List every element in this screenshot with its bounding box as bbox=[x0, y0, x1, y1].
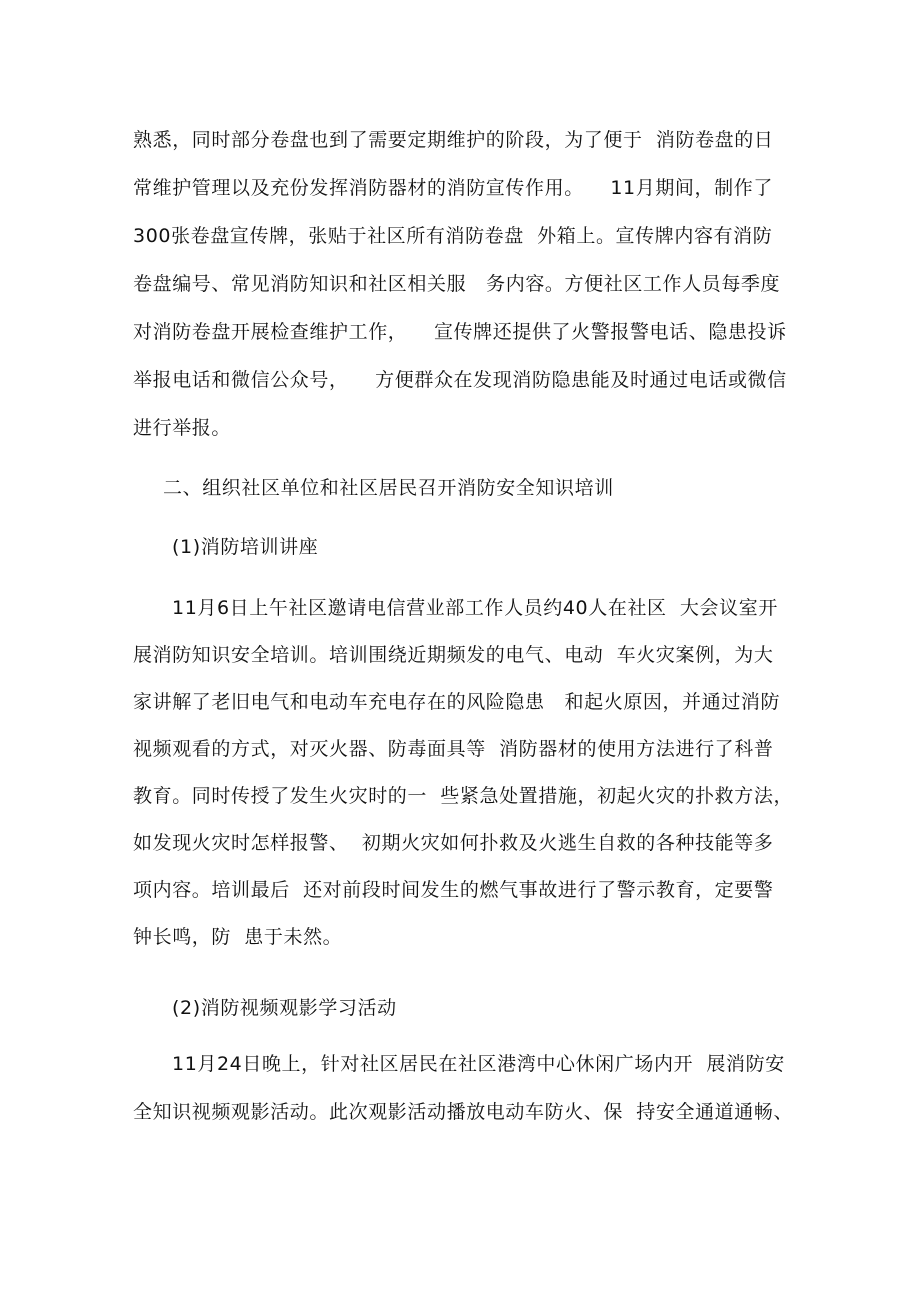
paragraph1-line-5: 对消防卷盘开展检查维护工作， 宣传牌还提供了火警报警电话、隐患投诉 bbox=[133, 321, 787, 343]
sub1-line-5: 教育。同时传授了发生火灾时的一 些紧急处置措施，初起火灾的扑救方法， bbox=[133, 785, 794, 807]
paragraph1-line-4: 卷盘编号、常见消防知识和社区相关服 务内容。方便社区工作人员每季度 bbox=[133, 273, 781, 295]
paragraph1-line-2: 常维护管理以及充份发挥消防器材的消防宣传作用。 11月期间，制作了 bbox=[133, 177, 773, 199]
sub1-line-1: 11月6日上午社区邀请电信营业部工作人员约40人在社区 大会议室开 bbox=[172, 597, 778, 619]
section2-sub1-heading: (1)消防培训讲座 bbox=[172, 536, 319, 558]
paragraph1-line-3: 300张卷盘宣传牌，张贴于社区所有消防卷盘 外箱上。宣传牌内容有消防 bbox=[133, 225, 773, 247]
sub1-line-7: 项内容。培训最后 还对前段时间发生的燃气事故进行了警示教育，定要警 bbox=[133, 879, 774, 901]
paragraph1-line-7: 进行举报。 bbox=[133, 417, 232, 439]
sub2-line-1: 11月24日晚上，针对社区居民在社区港湾中心休闲广场内开 展消防安 bbox=[172, 1053, 785, 1075]
section2-heading: 二、组织社区单位和社区居民召开消防安全知识培训 bbox=[163, 477, 614, 499]
sub1-line-8: 钟长鸣，防 患于未然。 bbox=[133, 926, 343, 948]
paragraph1-line-6: 举报电话和微信公众号， 方便群众在发现消防隐患能及时通过电话或微信 bbox=[133, 369, 787, 391]
section2-sub2-heading: (2)消防视频观影学习活动 bbox=[172, 997, 397, 1019]
sub2-line-2: 全知识视频观影活动。此次观影活动播放电动车防火、保 持安全通道通畅、 bbox=[133, 1101, 794, 1123]
paragraph1-line-1: 熟悉，同时部分卷盘也到了需要定期维护的阶段，为了便于 消防卷盘的日 bbox=[133, 129, 774, 151]
sub1-line-2: 展消防知识安全培训。培训围绕近期频发的电气、电动 车火灾案例，为大 bbox=[133, 644, 774, 666]
sub1-line-4: 视频观看的方式，对灭火器、防毒面具等 消防器材的使用方法进行了科普 bbox=[133, 738, 774, 760]
sub1-line-6: 如发现火灾时怎样报警、 初期火灾如何扑救及火逃生自救的各种技能等多 bbox=[133, 832, 774, 854]
sub1-line-3: 家讲解了老旧电气和电动车充电存在的风险隐患 和起火原因，并通过消防 bbox=[133, 691, 781, 713]
